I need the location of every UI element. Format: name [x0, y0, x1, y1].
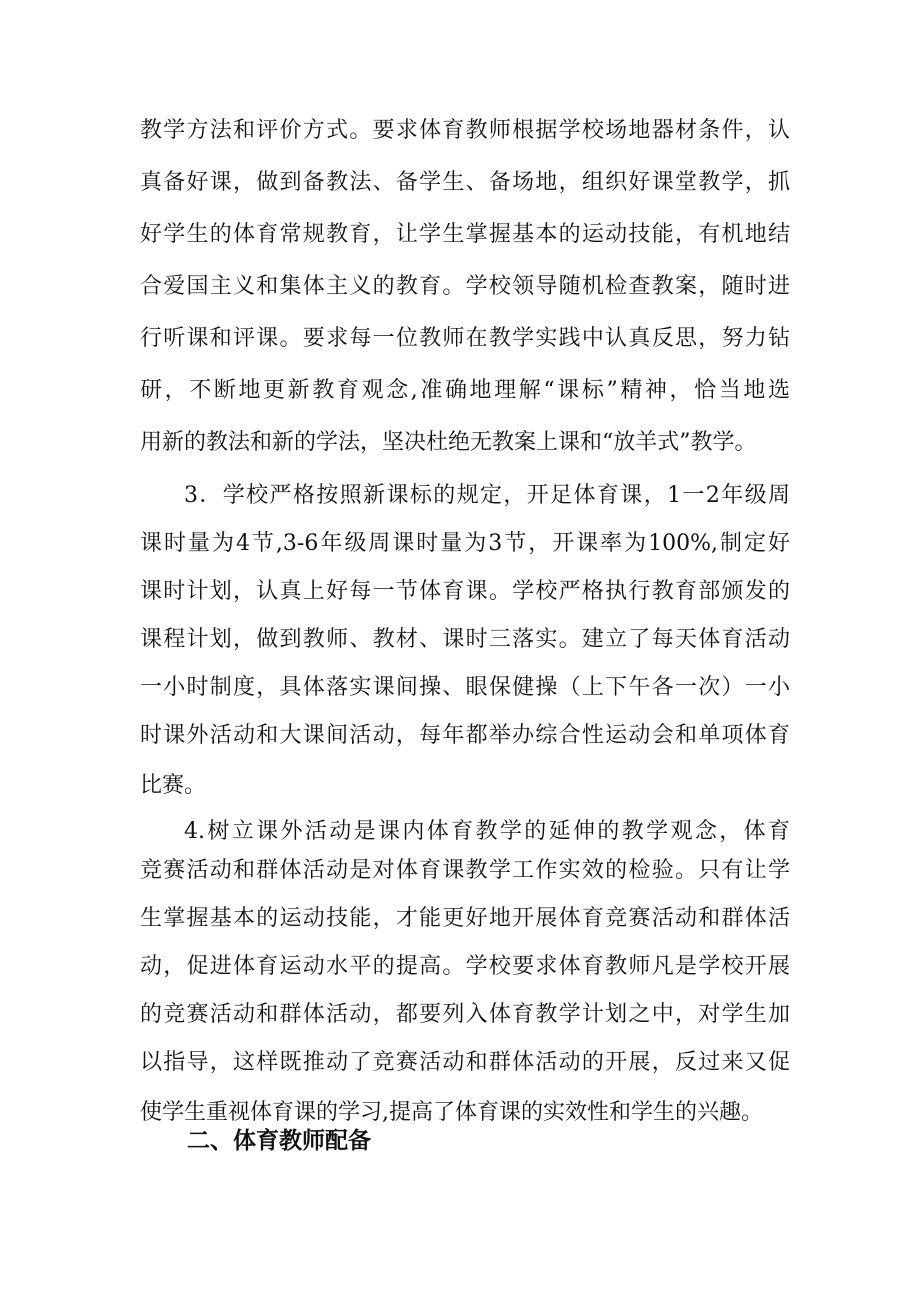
paragraph-line: 动，促进体育运动水平的提高。学校要求体育教师凡是学校开展 — [140, 954, 790, 979]
paragraph-line: 教学方法和评价方式。要求体育教师根据学校场地器材条件，认 — [140, 118, 790, 143]
paragraph-line: 3．学校严格按照新课标的规定，开足体育课，1一2年级周 — [184, 483, 790, 508]
section-heading: 二、体育教师配备 — [187, 1128, 371, 1154]
paragraph-line: 的竞赛活动和群体活动，都要列入体育教学计划之中，对学生加 — [140, 1002, 790, 1027]
paragraph-line: 比赛。 — [140, 773, 207, 798]
paragraph-line: 4.树立课外活动是课内体育教学的延伸的教学观念，体育 — [184, 819, 790, 844]
paragraph-line: 使学生重视体育课的学习,提高了体育课的实效性和学生的兴趣。 — [140, 1100, 763, 1125]
paragraph-line: 用新的教法和新的学法，坚决杜绝无教案上课和“放羊式”教学。 — [140, 430, 757, 455]
paragraph-line: 合爱国主义和集体主义的教育。学校领导随机检查教案，随时进 — [140, 274, 790, 299]
paragraph-line: 研，不断地更新教育观念,准确地理解“课标”精神，恰当地选 — [140, 378, 790, 403]
paragraph-line: 时课外活动和大课间活动，每年都举办综合性运动会和单项体育 — [140, 723, 790, 748]
paragraph-line: 课时量为4节,3-6年级周课时量为3节，开课率为100%,制定好 — [140, 531, 790, 556]
paragraph-line: 课程计划，做到教师、教材、课时三落实。建立了每天体育活动 — [140, 627, 790, 652]
paragraph-line: 课时计划，认真上好每一节体育课。学校严格执行教育部颁发的 — [140, 579, 790, 604]
paragraph-line: 生掌握基本的运动技能，才能更好地开展体育竞赛活动和群体活 — [140, 906, 790, 931]
paragraph-line: 真备好课，做到备教法、备学生、备场地，组织好课堂教学，抓 — [140, 170, 790, 195]
paragraph-line: 一小时制度，具体落实课间操、眼保健操（上下午各一次）一小 — [140, 675, 790, 700]
paragraph-line: 行听课和评课。要求每一位教师在教学实践中认真反思，努力钻 — [140, 326, 790, 351]
paragraph-line: 好学生的体育常规教育，让学生掌握基本的运动技能，有机地结 — [140, 222, 790, 247]
paragraph-line: 以指导，这样既推动了竞赛活动和群体活动的开展，反过来又促 — [140, 1050, 790, 1075]
paragraph-line: 竞赛活动和群体活动是对体育课教学工作实效的检验。只有让学 — [140, 858, 790, 883]
